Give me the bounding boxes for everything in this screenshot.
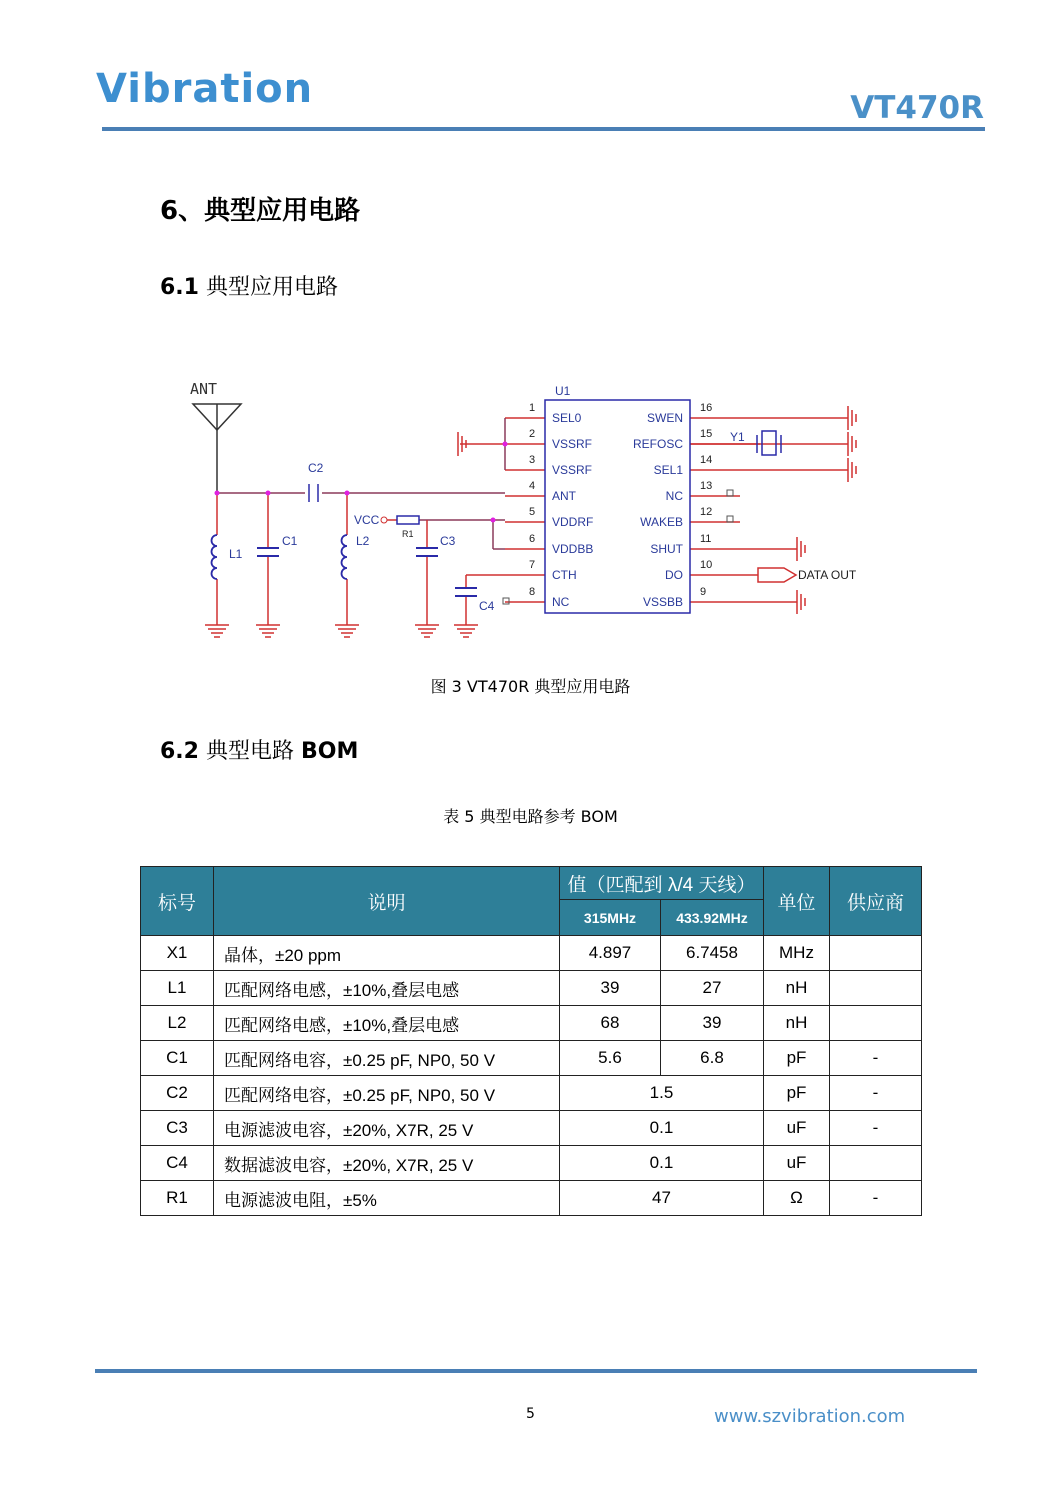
cell-v: 0.1 [560,1111,764,1146]
pin-name: CTH [552,568,577,582]
cell-supplier: - [830,1181,922,1216]
pin-name: DO [665,568,683,582]
pin-name: VSSRF [552,463,593,477]
inductor-l2 [342,535,348,579]
u1-label: U1 [555,384,571,398]
cell-unit: pF [764,1041,830,1076]
cell-desc: 数据滤波电容，±20%, X7R, 25 V [214,1146,560,1181]
cell-id: L2 [141,1006,214,1041]
cell-supplier: - [830,1111,922,1146]
pin-name: SEL1 [653,463,683,477]
table-row [141,1041,922,1076]
pin-name: VSSBB [642,595,683,609]
cell-supplier [830,1006,922,1041]
cell-v2: 6.8 [661,1041,764,1076]
vcc-terminal [381,517,387,523]
ground-symbol [454,625,478,637]
subsection-title-text: 典型应用电路 [205,275,338,300]
cell-unit: uF [764,1111,830,1146]
pin-number: 4 [529,480,536,492]
ground-symbol [797,537,805,561]
circuit-diagram [0,0,1061,660]
header-315mhz: 315MHz [560,900,661,936]
pin-number: 5 [529,506,536,518]
cell-desc: 匹配网络电感，±10%,叠层电感 [214,1006,560,1041]
header-desc: 说明 [214,867,560,936]
inductor-l1 [212,535,217,579]
footer-divider [95,1369,977,1373]
subsection-title-bom: BOM [301,739,359,764]
subsection-6-2-title [160,734,358,765]
cell-desc: 匹配网络电容，±0.25 pF, NP0, 50 V [214,1041,560,1076]
section-title-text: 典型应用电路 [204,196,361,226]
cell-id: C1 [141,1041,214,1076]
pin-name: ANT [552,489,576,503]
pin-name: NC [665,489,683,503]
pin-name: NC [552,595,570,609]
cell-v2: 27 [661,971,764,1006]
cell-unit: uF [764,1146,830,1181]
website-link[interactable]: www.szvibration.com [714,1406,906,1427]
cell-id: R1 [141,1181,214,1216]
ground-symbol [415,625,439,637]
cell-id: C2 [141,1076,214,1111]
cell-id: X1 [141,936,214,971]
cell-supplier [830,936,922,971]
pin-name: SEL0 [552,411,582,425]
cell-desc: 匹配网络电容，±0.25 pF, NP0, 50 V [214,1076,560,1111]
c2-label: C2 [308,461,324,475]
junction-dot [491,518,496,523]
cell-unit: Ω [764,1181,830,1216]
subsection-number: 6.1 [160,275,199,300]
pin-number: 15 [700,428,713,440]
table-row [141,1006,922,1041]
pin-number: 12 [700,506,713,518]
c3-label: C3 [440,534,456,548]
c1-label: C1 [282,534,298,548]
pin-name: SWEN [647,411,683,425]
ground-symbol [256,625,280,637]
cell-v2: 6.7458 [661,936,764,971]
cell-unit: nH [764,971,830,1006]
cell-v2: 39 [661,1006,764,1041]
ground-symbol [335,625,359,637]
ground-symbol [205,625,229,637]
pin-number: 3 [529,454,536,466]
crystal-y1 [762,431,776,455]
table-row [141,936,922,971]
capacitor-c4 [455,588,477,596]
junction-dot [215,491,220,496]
header-value: 值（匹配到 λ/4 天线） [560,867,764,900]
table-caption: 表 5 典型电路参考 BOM [443,807,618,826]
cell-desc: 晶体，±20 ppm [214,936,560,971]
bom-table [140,866,922,1216]
header-supplier: 供应商 [830,867,922,936]
cell-desc: 电源滤波电阻，±5% [214,1181,560,1216]
pin-name: SHUT [650,542,683,556]
table-row [141,1076,922,1111]
subsection-number: 6.2 [160,739,199,764]
ground-symbol [797,590,805,614]
cell-id: C3 [141,1111,214,1146]
table-row [141,1181,922,1216]
nc-terminal [727,490,733,496]
cell-v: 1.5 [560,1076,764,1111]
cell-v: 0.1 [560,1146,764,1181]
cell-v: 47 [560,1181,764,1216]
ground-symbol [848,406,856,430]
pin-number: 6 [529,533,536,545]
cell-id: C4 [141,1146,214,1181]
cell-unit: pF [764,1076,830,1111]
y1-label: Y1 [730,430,745,444]
pin-number: 9 [700,586,707,598]
cell-v1: 68 [560,1006,661,1041]
pin-number: 16 [700,402,713,414]
pin-name: VSSRF [552,437,593,451]
pin-number: 13 [700,480,713,492]
nc-terminal [727,516,733,522]
pin-number: 1 [529,402,536,414]
header-433mhz: 433.92MHz [661,900,764,936]
section-number: 6、 [160,196,205,226]
ground-symbol [848,432,856,456]
page-number: 5 [526,1406,535,1422]
c4-label: C4 [479,599,495,613]
junction-dot [503,442,508,447]
antenna-icon [193,404,241,430]
model-name: VT470R [850,90,984,126]
capacitor-c1 [257,548,279,556]
pin-number: 11 [700,533,712,545]
resistor-r1 [397,516,419,524]
cell-desc: 电源滤波电容，±20%, X7R, 25 V [214,1111,560,1146]
cell-supplier [830,971,922,1006]
pin-name: VDDRF [552,515,594,529]
data-out-label: DATA OUT [798,568,857,582]
vibration-logo: Vibration [96,66,314,112]
figure-caption: 图 3 VT470R 典型应用电路 [430,677,631,696]
pin-name: REFOSC [632,437,683,451]
table-row [141,971,922,1006]
header-id: 标号 [141,867,214,936]
nc-terminal [503,598,509,604]
ground-symbol [848,458,856,482]
header-unit: 单位 [764,867,830,936]
cell-desc: 匹配网络电感，±10%,叠层电感 [214,971,560,1006]
l2-label: L2 [356,534,370,548]
r1-label: R1 [402,529,414,539]
pin-name: WAKEB [640,515,683,529]
cell-v1: 4.897 [560,936,661,971]
cell-unit: nH [764,1006,830,1041]
cell-supplier: - [830,1076,922,1111]
antenna-label: ANT [190,380,218,398]
data-out-port [758,568,796,582]
capacitor-c3 [416,548,438,556]
cell-unit: MHz [764,936,830,971]
vcc-label: VCC [354,513,380,527]
pin-number: 2 [529,428,536,440]
cell-supplier: - [830,1041,922,1076]
pin-number: 10 [700,559,713,571]
pin-name: VDDBB [552,542,594,556]
pin-number: 7 [529,559,536,571]
table-row [141,1111,922,1146]
junction-dot [266,491,271,496]
cell-v1: 39 [560,971,661,1006]
l1-label: L1 [229,547,243,561]
table-row [141,1146,922,1181]
cell-v1: 5.6 [560,1041,661,1076]
pin-number: 8 [529,586,536,598]
cell-supplier [830,1146,922,1181]
pin-number: 14 [700,454,713,466]
junction-dot [345,491,350,496]
cell-id: L1 [141,971,214,1006]
subsection-title-text: 典型电路 [205,739,294,764]
